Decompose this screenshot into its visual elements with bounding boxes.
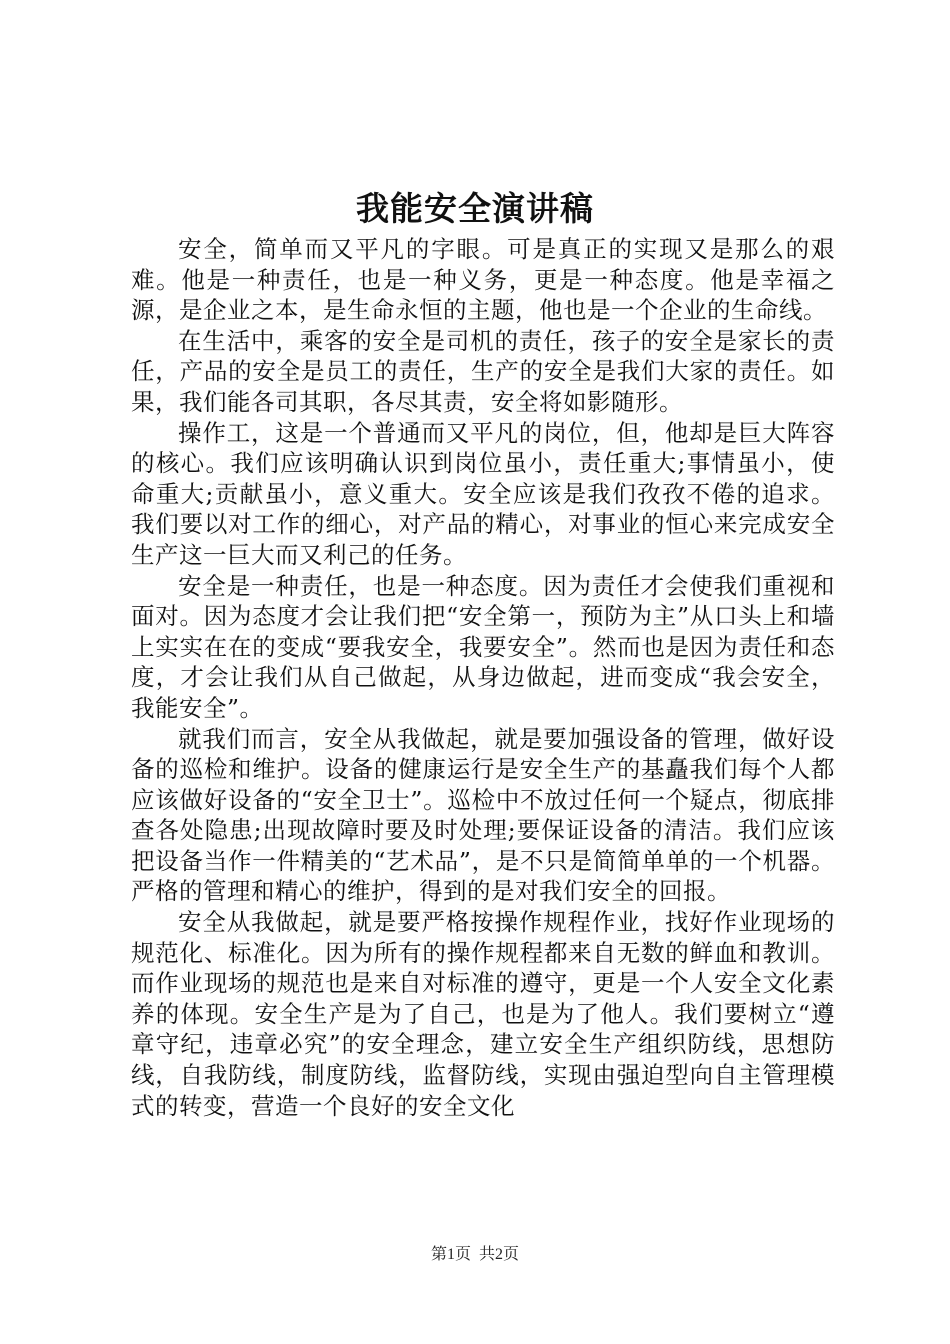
paragraph-2: 在生活中，乘客的安全是司机的责任，孩子的安全是家长的责任，产品的安全是员工的责任，生产的安全是我们大家的责任。如果，我们能各司其职，各尽其责，安全将如影随形。: [131, 326, 835, 416]
document-title: 我能安全演讲稿: [356, 189, 594, 228]
paragraph-1: 安全，简单而又平凡的字眼。可是真正的实现又是那么的艰难。他是一种责任，也是一种义务，更是一种态度。他是幸福之源，是企业之本，是生命永恒的主题，他也是一个企业的生命线。: [131, 235, 835, 325]
page-number: 第1页 共2页: [430, 1246, 519, 1263]
paragraph-4: 安全是一种责任，也是一种态度。因为责任才会使我们重视和面对。因为态度才会让我们把“安全第一，预防为主”从口头上和墙上实实在在的变成“要我安全，我要安全”。然而也是因为责任和态度，才会让我们从自己做起，从身边做起，进而变成“我会安全，我能安全”。: [131, 571, 835, 722]
document-body: [131, 234, 835, 1121]
paragraph-5: 就我们而言，安全从我做起，就是要加强设备的管理，做好设备的巡检和维护。设备的健康运行是安全生产的基矗我们每个人都应该做好设备的“安全卫士”。巡检中不放过任何一个疑点，彻底排查各处隐患;出现故障时要及时处理;要保证设备的清洁。我们应该把设备当作一件精美的“艺术品”，是不只是简简单单的一个机器。严格的管理和精心的维护，得到的是对我们安全的回报。: [131, 724, 835, 906]
paragraph-6: 安全从我做起，就是要严格按操作规程作业，找好作业现场的规范化、标准化。因为所有的操作规程都来自无数的鲜血和教训。而作业现场的规范也是来自对标准的遵守，更是一个人安全文化素养的体现。安全生产是为了自己，也是为了他人。我们要树立“遵章守纪，违章必究”的安全理念，建立安全生产组织防线，思想防线，自我防线，制度防线，监督防线，实现由强迫型向自主管理模式的转变，营造一个良好的安全文化: [131, 908, 835, 1120]
paragraph-3: 操作工，这是一个普通而又平凡的岗位，但，他却是巨大阵容的核心。我们应该明确认识到岗位虽小，责任重大;事情虽小，使命重大;贡献虽小，意义重大。安全应该是我们孜孜不倦的追求。我们要以对工作的细心，对产品的精心，对事业的恒心来完成安全生产这一巨大而又利己的任务。: [131, 418, 835, 569]
page-footer: [0, 1244, 950, 1266]
